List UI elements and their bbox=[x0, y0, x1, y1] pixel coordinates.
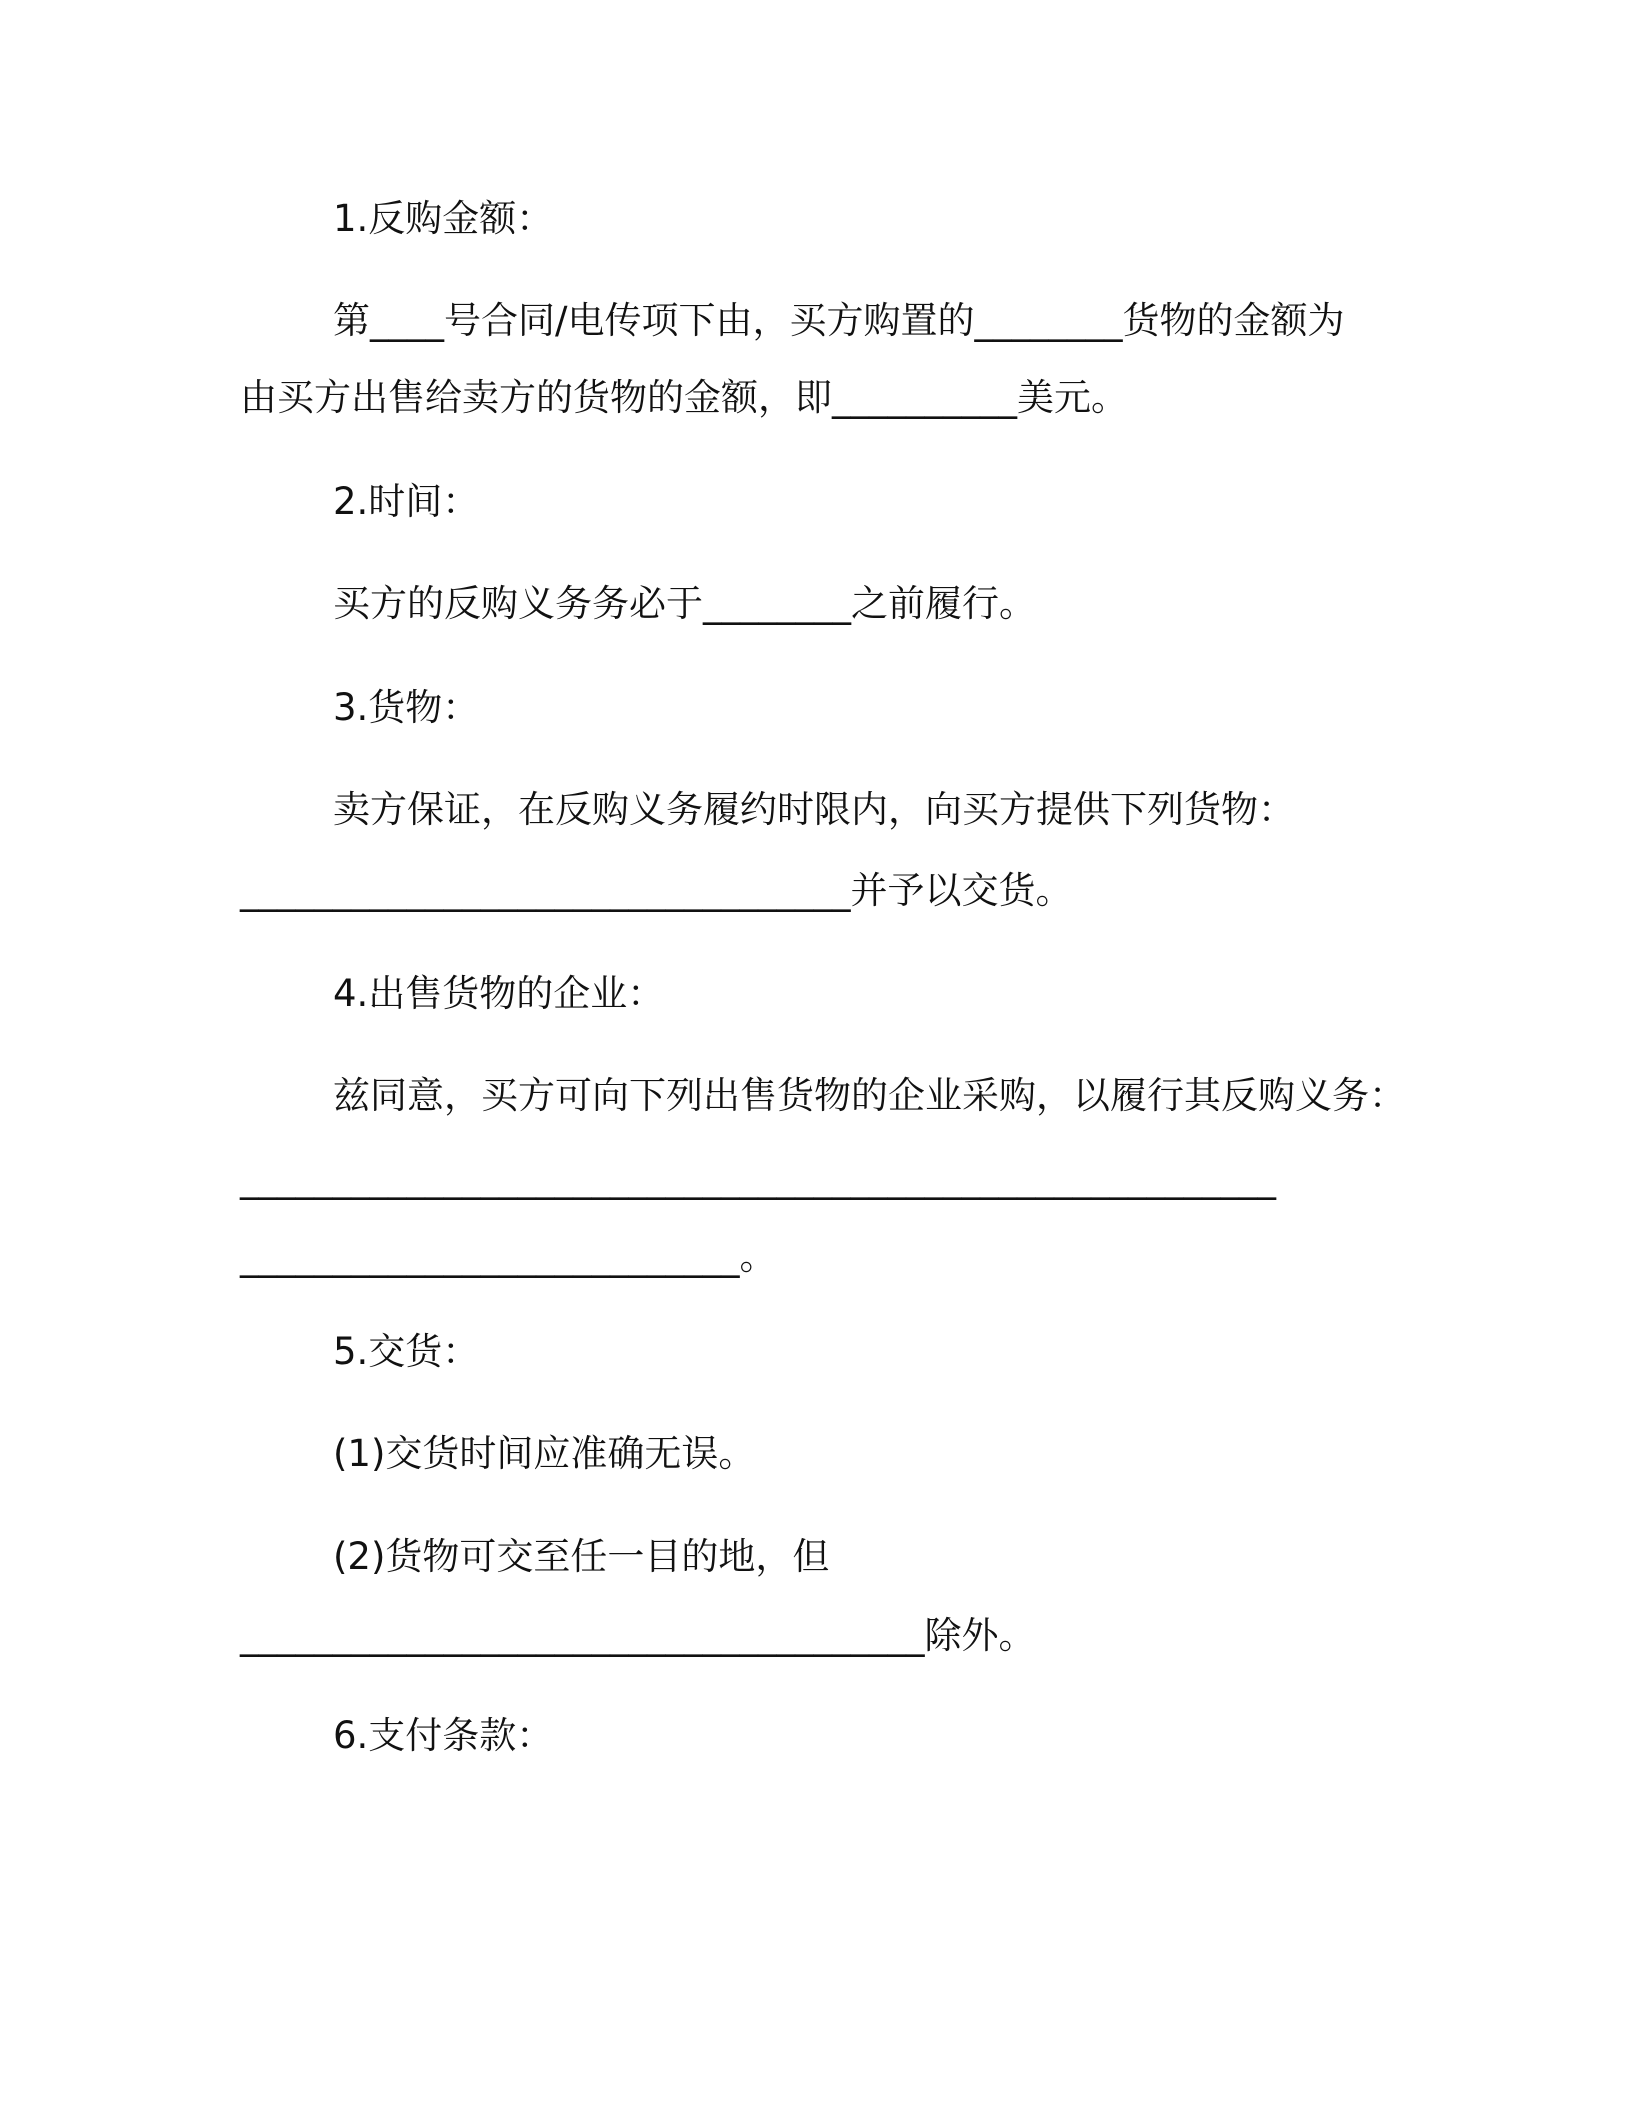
paragraph-line: 兹同意，买方可向下列出售货物的企业采购，以履行其反购义务： bbox=[333, 1074, 1406, 1117]
paragraph-line: _________________________________并予以交货。 bbox=[240, 869, 1073, 912]
paragraph-line: 由买方出售给卖方的货物的金额，即__________美元。 bbox=[240, 376, 1128, 419]
paragraph-line: _____________________________________除外。 bbox=[240, 1614, 1036, 1657]
paragraph-line: 第____号合同/电传项下由，买方购置的________货物的金额为 bbox=[333, 299, 1345, 342]
paragraph-line: (2)货物可交至任一目的地，但 bbox=[333, 1535, 830, 1578]
section-heading-time: 2.时间： bbox=[333, 480, 480, 523]
section-heading-selling-enterprise: 4.出售货物的企业： bbox=[333, 972, 665, 1015]
section-heading-delivery: 5.交货： bbox=[333, 1330, 480, 1373]
paragraph-line: 卖方保证，在反购义务履约时限内，向买方提供下列货物： bbox=[333, 788, 1295, 831]
paragraph-line: 买方的反购义务务必于________之前履行。 bbox=[333, 582, 1036, 625]
blank-fill-line: ___________________________。 bbox=[240, 1235, 777, 1278]
section-heading-repurchase-amount: 1.反购金额： bbox=[333, 197, 554, 240]
paragraph-line: (1)交货时间应准确无误。 bbox=[333, 1432, 756, 1475]
section-heading-goods: 3.货物： bbox=[333, 686, 480, 729]
section-heading-payment-terms: 6.支付条款： bbox=[333, 1714, 554, 1757]
blank-fill-line: ________________________________________________________ bbox=[240, 1157, 1276, 1200]
